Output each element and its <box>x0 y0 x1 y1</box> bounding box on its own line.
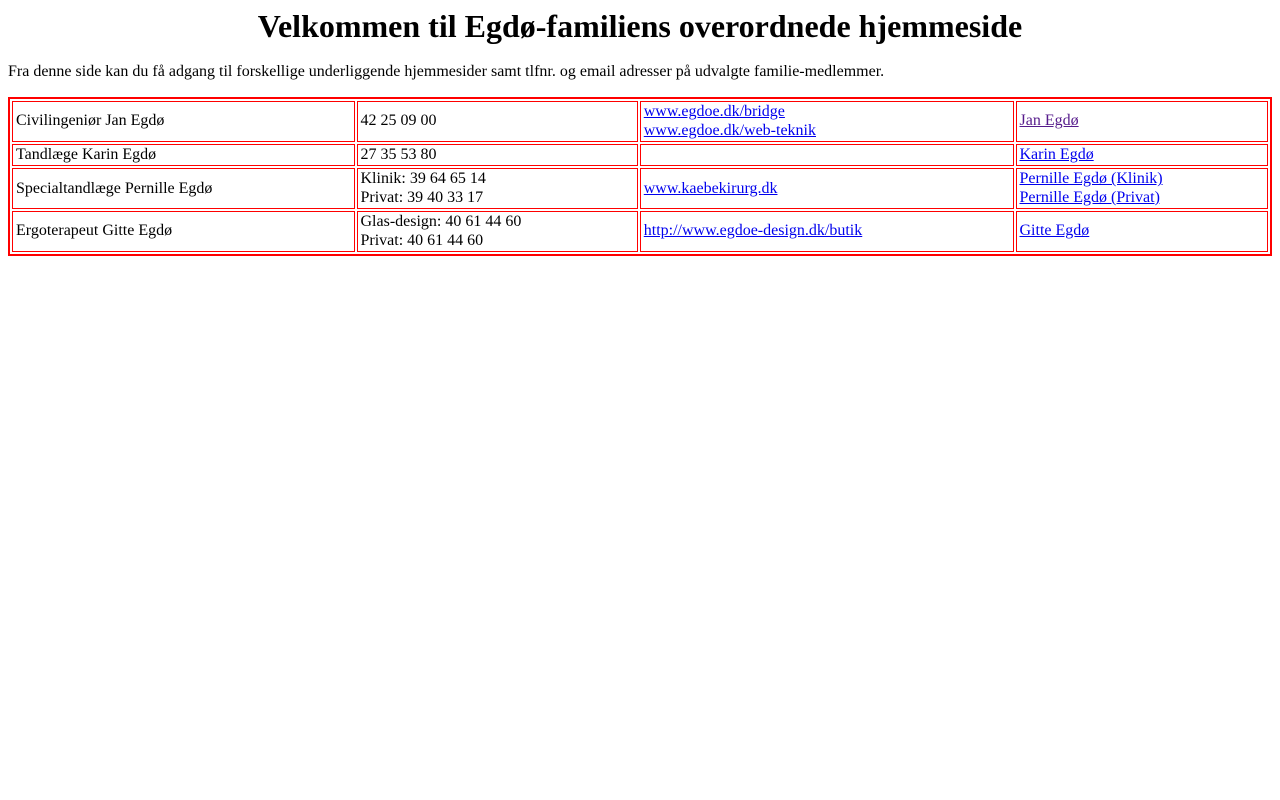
page-title: Velkommen til Egdø-familiens overordnede hjemmeside <box>257 8 1023 44</box>
phone-cell <box>357 101 638 142</box>
email-cell <box>1016 144 1269 166</box>
website-cell <box>640 211 1014 252</box>
table-row-pernille <box>12 168 1268 209</box>
phone-number-klinik: Klinik: 39 64 65 14 <box>360 170 486 188</box>
table-row-karin <box>12 144 1268 166</box>
email-link-pernille-klinik[interactable]: Pernille Egdø (Klinik) <box>1019 170 1163 188</box>
phone-number-glasdesign: Glas-design: 40 61 44 60 <box>360 213 522 231</box>
email-link-karin-egdoe[interactable]: Karin Egdø <box>1019 145 1094 163</box>
website-link-egdoe-design-butik[interactable]: http://www.egdoe-design.dk/butik <box>643 222 863 240</box>
website-link-egdoe-bridge[interactable]: www.egdoe.dk/bridge <box>643 103 785 121</box>
table-row-gitte <box>12 211 1268 252</box>
phone-number-privat: Privat: 39 40 33 17 <box>360 188 484 206</box>
phone-cell <box>357 144 638 166</box>
email-link-pernille-privat[interactable]: Pernille Egdø (Privat) <box>1019 188 1160 206</box>
website-link-egdoe-webteknik[interactable]: www.egdoe.dk/web-teknik <box>643 121 816 139</box>
phone-number-privat: Privat: 40 61 44 60 <box>360 231 484 249</box>
intro-text: Fra denne side kan du få adgang til forskellige underliggende hjemmesider samt tlfnr. og email adresser på udvalgte familie-medlemmer. <box>8 62 885 80</box>
website-link-kaebekirurg[interactable]: www.kaebekirurg.dk <box>643 179 778 197</box>
email-link-gitte-egdoe[interactable]: Gitte Egdø <box>1019 222 1090 240</box>
person-cell: Ergoterapeut Gitte Egdø <box>12 211 355 252</box>
person-cell: Tandlæge Karin Egdø <box>12 144 355 166</box>
table-row-jan <box>12 101 1268 142</box>
phone-cell <box>357 168 638 209</box>
website-cell <box>640 101 1014 142</box>
email-cell <box>1016 211 1269 252</box>
phone-number: 27 35 53 80 <box>360 145 437 163</box>
person-cell: Civilingeniør Jan Egdø <box>12 101 355 142</box>
email-cell <box>1016 101 1269 142</box>
phone-cell <box>357 211 638 252</box>
website-cell-empty <box>640 144 1014 166</box>
email-cell <box>1016 168 1269 209</box>
website-cell <box>640 168 1014 209</box>
family-contacts-table <box>8 97 1272 256</box>
phone-number: 42 25 09 00 <box>360 112 437 130</box>
email-link-jan-egdoe[interactable]: Jan Egdø <box>1019 112 1079 130</box>
person-cell: Specialtandlæge Pernille Egdø <box>12 168 355 209</box>
